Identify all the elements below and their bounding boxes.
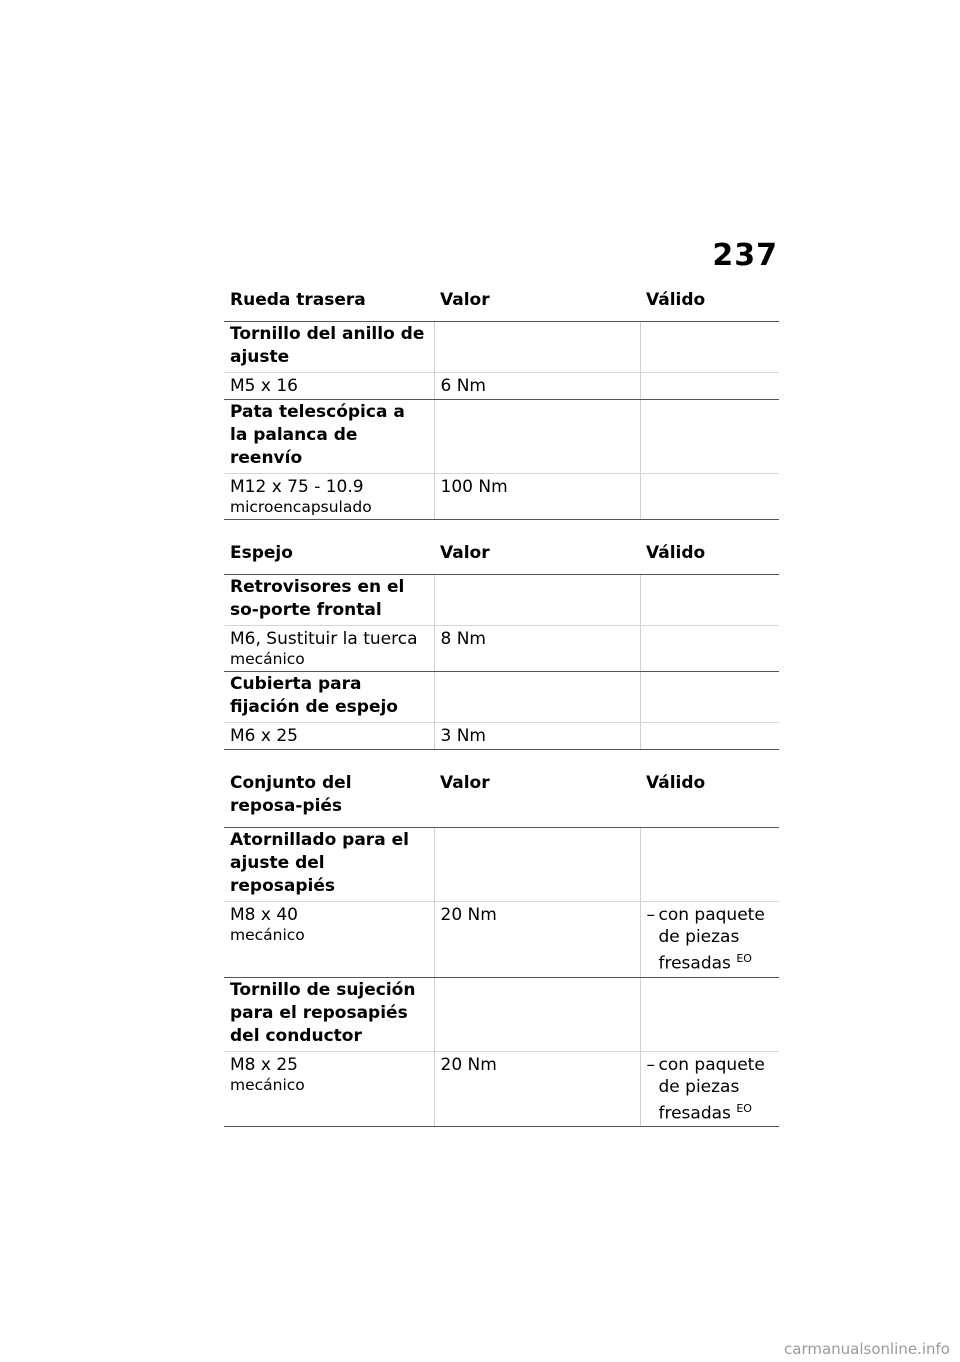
table-rueda-trasera [224,285,779,520]
validity-text: con paquete de piezas fresadas [658,1054,765,1124]
table-row [224,575,779,626]
table-row [224,626,779,672]
watermark: carmanualsonline.info [784,1340,950,1358]
validity-superscript: EO [736,1101,752,1115]
table-header-valid: Válido [640,538,779,575]
table-row [224,902,779,978]
torque-value: 8 Nm [434,626,640,672]
group-label: Tornillo de sujeción para el reposapiés del conductor [224,977,434,1051]
group-label: Pata telescópica a la palanca de reenvío [224,400,434,474]
table-header-component: Rueda trasera [224,285,434,322]
spec-sub: mecánico [230,926,305,944]
table-row [224,400,779,474]
table-row [224,1051,779,1127]
group-label: Cubierta para fijación de espejo [224,672,434,723]
table-row [224,474,779,520]
table-row [224,977,779,1051]
table-row [224,373,779,400]
table-row [224,723,779,750]
table-header-value: Valor [434,768,640,828]
table-conjunto-reposapies [224,768,779,1127]
spec-sub: microencapsulado [230,498,372,516]
validity-superscript: EO [736,952,752,965]
spec: M6 x 25 [230,726,298,746]
table-espejo [224,538,779,750]
spec: M8 x 25 [230,1054,298,1075]
table-header-component: Espejo [224,538,434,575]
table-header-valid: Válido [640,768,779,828]
torque-value: 20 Nm [434,1051,640,1127]
torque-value: 20 Nm [434,902,640,978]
spec-sub: mecánico [230,1075,305,1094]
group-label: Atornillado para el ajuste del reposapiés [224,828,434,902]
spec: M6, Sustituir la tuerca [230,629,418,649]
torque-value: 100 Nm [434,474,640,520]
validity-text: con paquete de piezas fresadas [658,905,765,974]
table-row [224,828,779,902]
table-header-value: Valor [434,285,640,322]
torque-value: 6 Nm [434,373,640,400]
validity-item [647,904,774,975]
table-header-component: Conjunto del reposa-piés [224,768,434,828]
table-row [224,672,779,723]
spec: M12 x 75 - 10.9 [230,477,364,497]
table-header-value: Valor [434,538,640,575]
dash-icon: – [646,1054,655,1075]
validity-item [647,1054,774,1125]
dash-icon: – [646,905,655,925]
table-row [224,322,779,373]
spec: M5 x 16 [230,376,298,396]
torque-specifications [224,285,779,1127]
group-label: Retrovisores en el so-porte frontal [224,575,434,626]
group-label: Tornillo del anillo de ajuste [224,322,434,373]
table-header-valid: Válido [640,285,779,322]
page-number: 237 [712,238,778,273]
spec: M8 x 40 [230,905,298,925]
spec-sub: mecánico [230,650,305,668]
torque-value: 3 Nm [434,723,640,750]
